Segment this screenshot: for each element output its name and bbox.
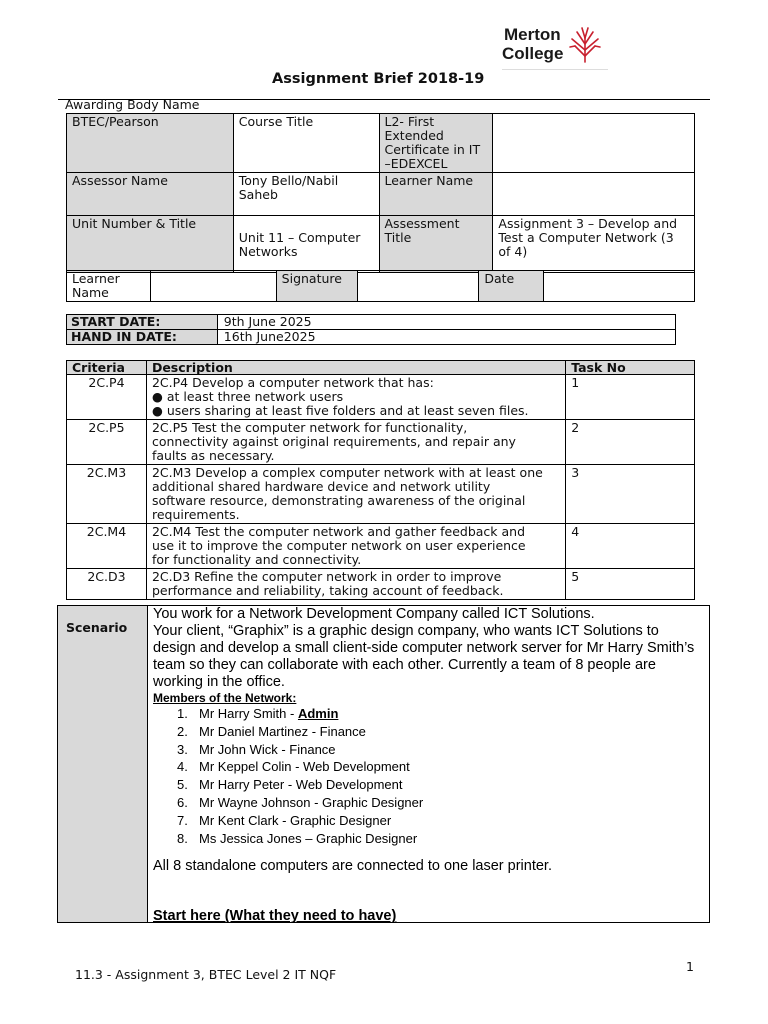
- criteria-description-line: additional shared hardware device and network utility: [151, 479, 491, 494]
- criteria-description-line: 2C.D3 Refine the computer network in order to improve: [151, 569, 502, 584]
- criteria-code: 2C.M3: [67, 465, 147, 524]
- criteria-task-no: 4: [566, 524, 695, 569]
- criteria-description: [146, 524, 565, 569]
- logo-rule: [502, 69, 608, 70]
- criteria-task-no: 3: [566, 465, 695, 524]
- member-name: Mr Harry Smith -: [199, 706, 298, 721]
- criteria-description-line: 2C.P5 Test the computer network for functionality,: [151, 420, 468, 435]
- criteria-code: 2C.P5: [67, 420, 147, 465]
- criteria-row: [67, 524, 695, 569]
- member-number: 3.: [177, 741, 188, 757]
- member-item: [153, 776, 703, 794]
- sign-learner-label: Learner Name: [67, 271, 151, 302]
- criteria-description: [146, 569, 565, 600]
- criteria-row: [67, 420, 695, 465]
- member-item: [153, 741, 703, 759]
- criteria-task-no: 5: [566, 569, 695, 600]
- signature-label: Signature: [276, 271, 357, 302]
- learner-label: Learner Name: [379, 173, 493, 216]
- scenario-content: [153, 606, 703, 925]
- member-name: Mr Wayne Johnson - Graphic Designer: [199, 794, 424, 810]
- criteria-description-line: software resource, demonstrating awareness of the original: [151, 493, 526, 508]
- member-name: Mr Kent Clark - Graphic Designer: [199, 812, 392, 828]
- scenario-label: Scenario: [66, 620, 128, 635]
- hand-in-date-label: HAND IN DATE:: [67, 330, 218, 345]
- member-item: [153, 758, 703, 776]
- awarding-body-value: BTEC/Pearson: [67, 114, 234, 173]
- scenario-intro: You work for a Network Development Company called ICT Solutions.: [153, 606, 595, 622]
- criteria-code: 2C.P4: [67, 375, 147, 420]
- footer-text: 11.3 - Assignment 3, BTEC Level 2 IT NQF: [75, 967, 337, 982]
- member-name: Mr Keppel Colin - Web Development: [199, 759, 410, 775]
- member-number: 1.: [177, 706, 188, 721]
- tree-icon: [566, 26, 604, 64]
- members-heading: Members of the Network:: [153, 691, 297, 705]
- course-info-table: [66, 113, 695, 273]
- criteria-code: 2C.D3: [67, 569, 147, 600]
- hand-in-date-value: 16th June2025: [217, 330, 675, 345]
- criteria-task-no: 1: [566, 375, 695, 420]
- assessor-value: Tony Bello/Nabil Saheb: [233, 173, 379, 216]
- member-number: 2.: [177, 723, 188, 739]
- criteria-description-line: use it to improve the computer network on user experience: [151, 538, 526, 553]
- criteria-task-no: 2: [566, 420, 695, 465]
- logo-line2: College: [502, 44, 564, 63]
- sign-learner-value[interactable]: [150, 271, 276, 302]
- criteria-description-line: for functionality and connectivity.: [151, 552, 362, 567]
- criteria-description-line: performance and reliability, taking account of feedback.: [151, 583, 504, 598]
- criteria-row: [67, 569, 695, 600]
- course-title-label: Course Title: [233, 114, 379, 173]
- logo-line1: Merton: [504, 25, 561, 44]
- member-item: [153, 705, 703, 723]
- criteria-header: Criteria: [67, 361, 147, 375]
- college-logo: [502, 26, 610, 72]
- criteria-row: [67, 465, 695, 524]
- criteria-description-line: faults as necessary.: [151, 448, 275, 463]
- scenario-box: [57, 605, 710, 923]
- member-name: Mr Daniel Martinez - Finance: [199, 723, 366, 739]
- members-list: [153, 705, 703, 847]
- criteria-description-line: ● at least three network users: [151, 389, 344, 404]
- member-number: 4.: [177, 759, 188, 775]
- signature-table: [66, 270, 695, 302]
- unit-value: Unit 11 – Computer Networks: [233, 216, 379, 273]
- course-title-extra[interactable]: [493, 114, 695, 173]
- criteria-description-line: 2C.M4 Test the computer network and gather feedback and: [151, 524, 526, 539]
- assessment-value: Assignment 3 – Develop and Test a Computer Network (3 of 4): [493, 216, 695, 273]
- start-date-label: START DATE:: [67, 315, 218, 330]
- start-here-heading: Start here (What they need to have): [153, 908, 397, 925]
- member-item: [153, 830, 703, 848]
- member-item: [153, 812, 703, 830]
- criteria-description-line: 2C.P4 Develop a computer network that has:: [151, 375, 434, 390]
- scenario-label-cell: [58, 606, 148, 922]
- criteria-description: [146, 420, 565, 465]
- member-number: 8.: [177, 830, 188, 846]
- member-name: Mr John Wick - Finance: [199, 741, 336, 757]
- date-value[interactable]: [544, 271, 695, 302]
- criteria-description-line: 2C.M3 Develop a complex computer network with at least one: [151, 465, 543, 480]
- criteria-description-line: requirements.: [151, 507, 240, 522]
- printer-note: All 8 standalone computers are connected to one laser printer.: [153, 858, 552, 875]
- member-item: [153, 723, 703, 741]
- date-label: Date: [479, 271, 544, 302]
- member-name: Ms Jessica Jones – Graphic Designer: [199, 830, 418, 846]
- description-header: Description: [146, 361, 565, 375]
- dates-table: [66, 314, 676, 345]
- criteria-description-line: ● users sharing at least five folders and at least seven files.: [151, 403, 529, 418]
- assessment-label: Assessment Title: [379, 216, 493, 273]
- unit-label: Unit Number & Title: [67, 216, 234, 273]
- member-item: [153, 794, 703, 812]
- criteria-code: 2C.M4: [67, 524, 147, 569]
- criteria-row: [67, 375, 695, 420]
- course-title-value: L2- First Extended Certificate in IT –EDEXCEL: [379, 114, 493, 173]
- member-role-link[interactable]: Admin: [297, 706, 339, 721]
- signature-value[interactable]: [357, 271, 479, 302]
- member-number: 6.: [177, 794, 188, 810]
- member-name: Mr Harry Peter - Web Development: [199, 777, 403, 793]
- assessor-label: Assessor Name: [67, 173, 234, 216]
- page-title: Assignment Brief 2018-19: [272, 71, 485, 87]
- criteria-description: [146, 465, 565, 524]
- page-number: 1: [686, 959, 694, 974]
- learner-value[interactable]: [493, 173, 695, 216]
- member-number: 7.: [177, 812, 188, 828]
- criteria-description: [146, 375, 565, 420]
- start-date-value: 9th June 2025: [217, 315, 675, 330]
- task-no-header: Task No: [566, 361, 695, 375]
- criteria-table: [66, 360, 695, 600]
- awarding-body-label: Awarding Body Name: [65, 97, 200, 112]
- member-number: 5.: [177, 777, 188, 793]
- scenario-client: Your client, “Graphix” is a graphic design company, who wants ICT Solutions to design and develop a small client-side computer network server for Mr Harry Smith’s team so they can collaborate with each other. Currently a team of 8 people are working in the office.: [153, 623, 695, 690]
- criteria-description-line: connectivity against original requirements, and repair any: [151, 434, 516, 449]
